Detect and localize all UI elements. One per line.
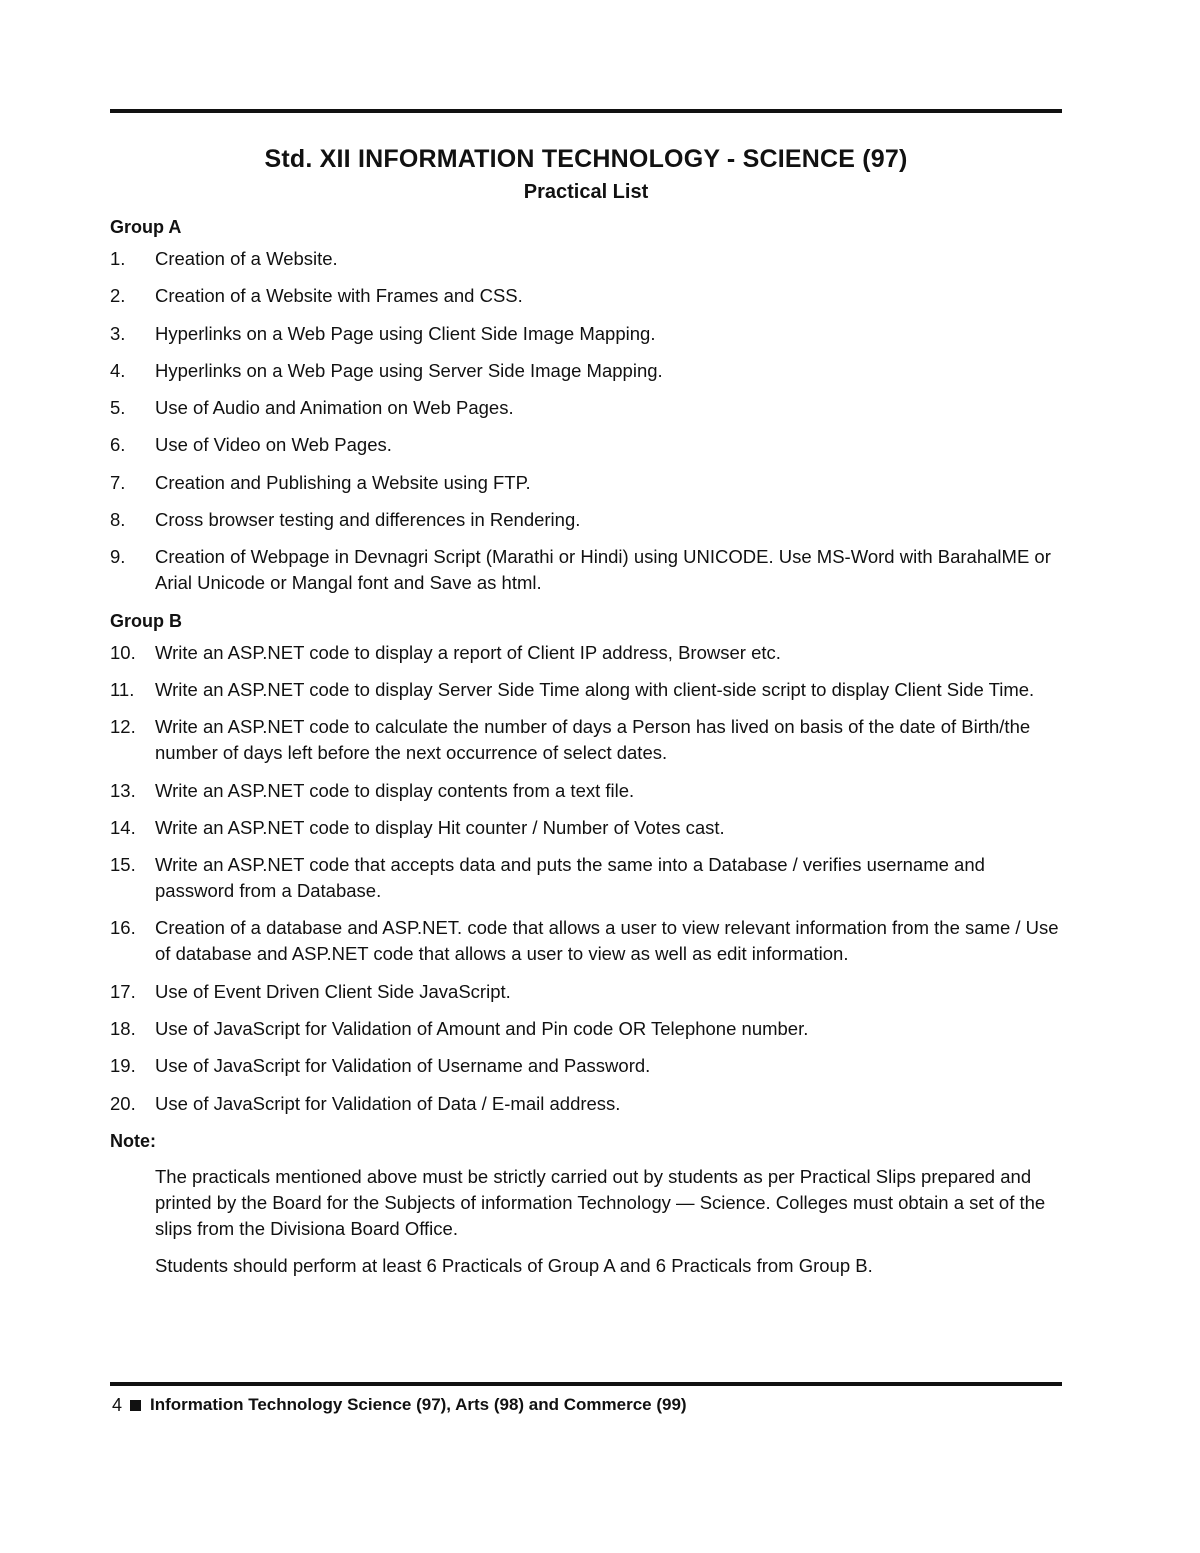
list-item [110,395,1062,421]
item-text: Use of Video on Web Pages. [155,434,392,456]
item-text: Write an ASP.NET code to display Hit counter / Number of Votes cast. [155,816,725,838]
item-number: 14. [110,816,136,838]
note-paragraph: Students should perform at least 6 Practicals of Group A and 6 Practicals from Group B. [155,1254,873,1276]
item-number: 20. [110,1092,136,1114]
item-text: Use of JavaScript for Validation of Username and Password. [155,1055,651,1077]
page-content [110,140,1062,1290]
item-number: 2. [110,285,126,307]
note-section [110,1128,1062,1279]
top-rule [110,109,1062,113]
group-b-list [110,640,1062,1117]
list-item [110,321,1062,347]
item-number: 5. [110,397,126,419]
group-b-heading: Group B [110,610,182,631]
list-item [110,1016,1062,1042]
item-text: Creation of a Website. [155,248,338,269]
list-item [110,979,1062,1005]
bottom-rule [110,1382,1062,1386]
page-number: 4 [112,1395,123,1415]
item-number: 15. [110,854,136,876]
item-number: 10. [110,641,136,663]
item-text: Hyperlinks on a Web Page using Server Side Image Mapping. [155,359,663,381]
item-text: Creation of Webpage in Devnagri Script (Marathi or Hindi) using UNICODE. Use MS-Word with BarahalME or Arial Unicode or Mangal font and Save as html. [155,546,1051,594]
item-number: 16. [110,917,136,939]
item-number: 19. [110,1055,136,1077]
item-number: 12. [110,716,136,738]
item-text: Creation of a Website with Frames and CSS. [155,285,523,307]
list-item [110,915,1062,967]
item-text: Write an ASP.NET code to display a report of Client IP address, Browser etc. [155,641,781,663]
item-text: Write an ASP.NET code to calculate the number of days a Person has lived on basis of the date of Birth/the number of days left before the next occurrence of select dates. [155,716,1031,764]
item-number: 17. [110,980,136,1002]
item-text: Use of Event Driven Client Side JavaScript. [155,980,511,1002]
list-item [110,815,1062,841]
item-number: 4. [110,359,126,381]
item-text: Creation of a database and ASP.NET. code that allows a user to view relevant information from the same / Use of database and ASP.NET code that allows a user to view as well as edit information. [155,917,1059,965]
list-item [110,1053,1062,1079]
group-a-heading: Group A [110,217,182,237]
item-number: 1. [110,248,126,269]
item-text: Hyperlinks on a Web Page using Client Side Image Mapping. [155,322,656,344]
footer-text: Information Technology Science (97), Arts (98) and Commerce (99) [150,1395,687,1414]
list-item [110,246,1062,272]
group-b-section [110,608,1062,1117]
list-item [110,714,1062,766]
list-item [110,852,1062,904]
item-text: Write an ASP.NET code that accepts data and puts the same into a Database / verifies username and password from a Database. [155,854,985,902]
list-item [110,1091,1062,1117]
item-number: 8. [110,509,126,531]
list-item [110,507,1062,533]
item-text: Write an ASP.NET code to display contents from a text file. [155,779,635,801]
page-title: Std. XII INFORMATION TECHNOLOGY - SCIENCE (97) [264,145,908,173]
list-item [110,470,1062,496]
item-number: 13. [110,779,136,801]
list-item [110,778,1062,804]
list-item [110,640,1062,666]
item-text: Use of JavaScript for Validation of Amount and Pin code OR Telephone number. [155,1018,809,1040]
item-text: Use of Audio and Animation on Web Pages. [155,397,514,419]
list-item [110,432,1062,458]
group-a-list [110,246,1062,596]
item-text: Write an ASP.NET code to display Server Side Time along with client-side script to display Client Side Time. [155,678,1035,700]
group-a-section [110,214,1062,596]
item-number: 9. [110,546,126,568]
page-subtitle: Practical List [523,181,649,203]
page-footer [112,1392,687,1418]
item-number: 18. [110,1018,136,1040]
item-text: Cross browser testing and differences in Rendering. [155,509,581,531]
list-item [110,544,1062,596]
note-heading: Note: [110,1130,156,1151]
item-number: 6. [110,434,126,456]
list-item [110,677,1062,703]
list-item [110,283,1062,309]
item-text: Creation and Publishing a Website using FTP. [155,471,531,493]
black-square-icon [130,1400,141,1411]
list-item [110,358,1062,384]
item-number: 11. [110,678,135,700]
item-number: 7. [110,471,126,493]
note-paragraph: The practicals mentioned above must be strictly carried out by students as per Practical Slips prepared and printed by the Board for the Subjects of information Technology — Science. Colleges must obtain a set of the slips from the Divisiona Board Office. [155,1165,1046,1239]
item-text: Use of JavaScript for Validation of Data / E-mail address. [155,1092,621,1114]
item-number: 3. [110,322,126,344]
